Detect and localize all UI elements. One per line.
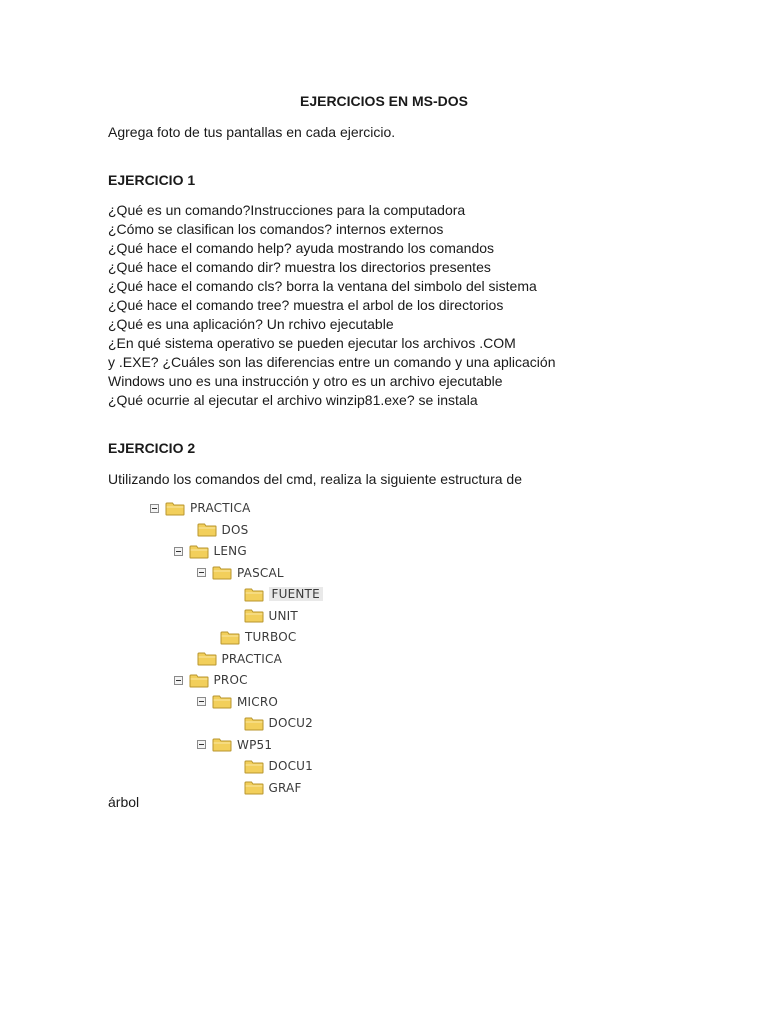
- tree-node-micro[interactable]: [197, 692, 278, 712]
- tree-node-wp51[interactable]: [197, 735, 272, 755]
- folder-tree: [150, 498, 350, 800]
- qa-line: ¿Qué hace el comando tree? muestra el arbol de los directorios: [108, 297, 504, 313]
- tree-node-label: DOCU1: [268, 759, 313, 773]
- tree-node-label: LENG: [213, 544, 247, 558]
- tree-node-label: PASCAL: [237, 565, 284, 580]
- tree-node-docu1[interactable]: [244, 756, 313, 776]
- collapse-icon[interactable]: [197, 740, 206, 749]
- document-title: EJERCICIOS EN MS-DOS: [299, 93, 469, 109]
- folder-icon: [165, 501, 185, 516]
- tree-node-practica[interactable]: [150, 498, 251, 518]
- folder-icon: [212, 694, 232, 709]
- exercise2-heading: EJERCICIO 2: [108, 440, 196, 456]
- tree-node-leng[interactable]: [174, 541, 247, 561]
- exercise1-qa-list: [108, 201, 555, 410]
- collapse-icon[interactable]: [174, 547, 183, 556]
- folder-icon: [220, 630, 240, 645]
- tree-node-practica[interactable]: [197, 649, 283, 669]
- tree-node-label: FUENTE: [269, 587, 323, 601]
- qa-line: ¿Cómo se clasifican los comandos? internos externos: [108, 221, 444, 237]
- qa-line: ¿Qué hace el comando cls? borra la ventana del simbolo del sistema: [108, 278, 537, 294]
- folder-icon: [212, 737, 232, 752]
- qa-line: y .EXE? ¿Cuáles son las diferencias entre un comando y una aplicación: [108, 354, 556, 370]
- tree-node-label: UNIT: [268, 608, 298, 623]
- exercise1-heading: EJERCICIO 1: [108, 172, 196, 188]
- collapse-icon[interactable]: [197, 568, 206, 577]
- tree-node-fuente[interactable]: [244, 584, 323, 604]
- qa-line: ¿En qué sistema operativo se pueden ejecutar los archivos .COM: [108, 335, 516, 351]
- folder-icon: [197, 522, 217, 537]
- folder-icon: [244, 759, 264, 774]
- collapse-icon[interactable]: [150, 504, 159, 513]
- qa-line: ¿Qué es una aplicación? Un rchivo ejecutable: [108, 316, 394, 332]
- tree-node-label: DOS: [221, 522, 249, 537]
- qa-line: ¿Qué ocurrie al ejecutar el archivo winzip81.exe? se instala: [108, 392, 478, 408]
- tree-node-label: DOCU2: [268, 716, 313, 730]
- folder-icon: [189, 544, 209, 559]
- tree-node-label: PROC: [213, 673, 248, 687]
- tree-node-proc[interactable]: [174, 670, 248, 690]
- exercise2-trailing-text: árbol: [108, 794, 140, 810]
- folder-icon: [244, 587, 264, 602]
- collapse-icon[interactable]: [174, 676, 183, 685]
- qa-line: ¿Qué hace el comando dir? muestra los directorios presentes: [108, 259, 491, 275]
- tree-node-turboc[interactable]: [220, 627, 297, 647]
- tree-node-unit[interactable]: [244, 606, 298, 626]
- folder-icon: [244, 608, 264, 623]
- folder-icon: [212, 565, 232, 580]
- tree-node-label: PRACTICA: [221, 651, 283, 666]
- qa-line: Windows uno es una instrucción y otro es un archivo ejecutable: [108, 373, 503, 389]
- tree-node-label: WP51: [237, 737, 273, 752]
- folder-icon: [244, 716, 264, 731]
- tree-node-label: PRACTICA: [190, 501, 251, 515]
- exercise2-instruction: Utilizando los comandos del cmd, realiza la siguiente estructura de: [108, 471, 522, 487]
- folder-icon: [189, 673, 209, 688]
- tree-node-label: MICRO: [237, 694, 279, 709]
- qa-line: ¿Qué es un comando?Instrucciones para la computadora: [108, 202, 466, 218]
- tree-node-label: GRAF: [268, 780, 302, 795]
- tree-node-pascal[interactable]: [197, 563, 284, 583]
- tree-node-docu2[interactable]: [244, 713, 313, 733]
- intro-text: Agrega foto de tus pantallas en cada ejercicio.: [108, 124, 396, 140]
- qa-line: ¿Qué hace el comando help? ayuda mostrando los comandos: [108, 240, 495, 256]
- folder-icon: [197, 651, 217, 666]
- folder-icon: [244, 780, 264, 795]
- tree-node-dos[interactable]: [197, 520, 249, 540]
- collapse-icon[interactable]: [197, 697, 206, 706]
- tree-node-graf[interactable]: [244, 778, 302, 798]
- tree-node-label: TURBOC: [245, 630, 297, 644]
